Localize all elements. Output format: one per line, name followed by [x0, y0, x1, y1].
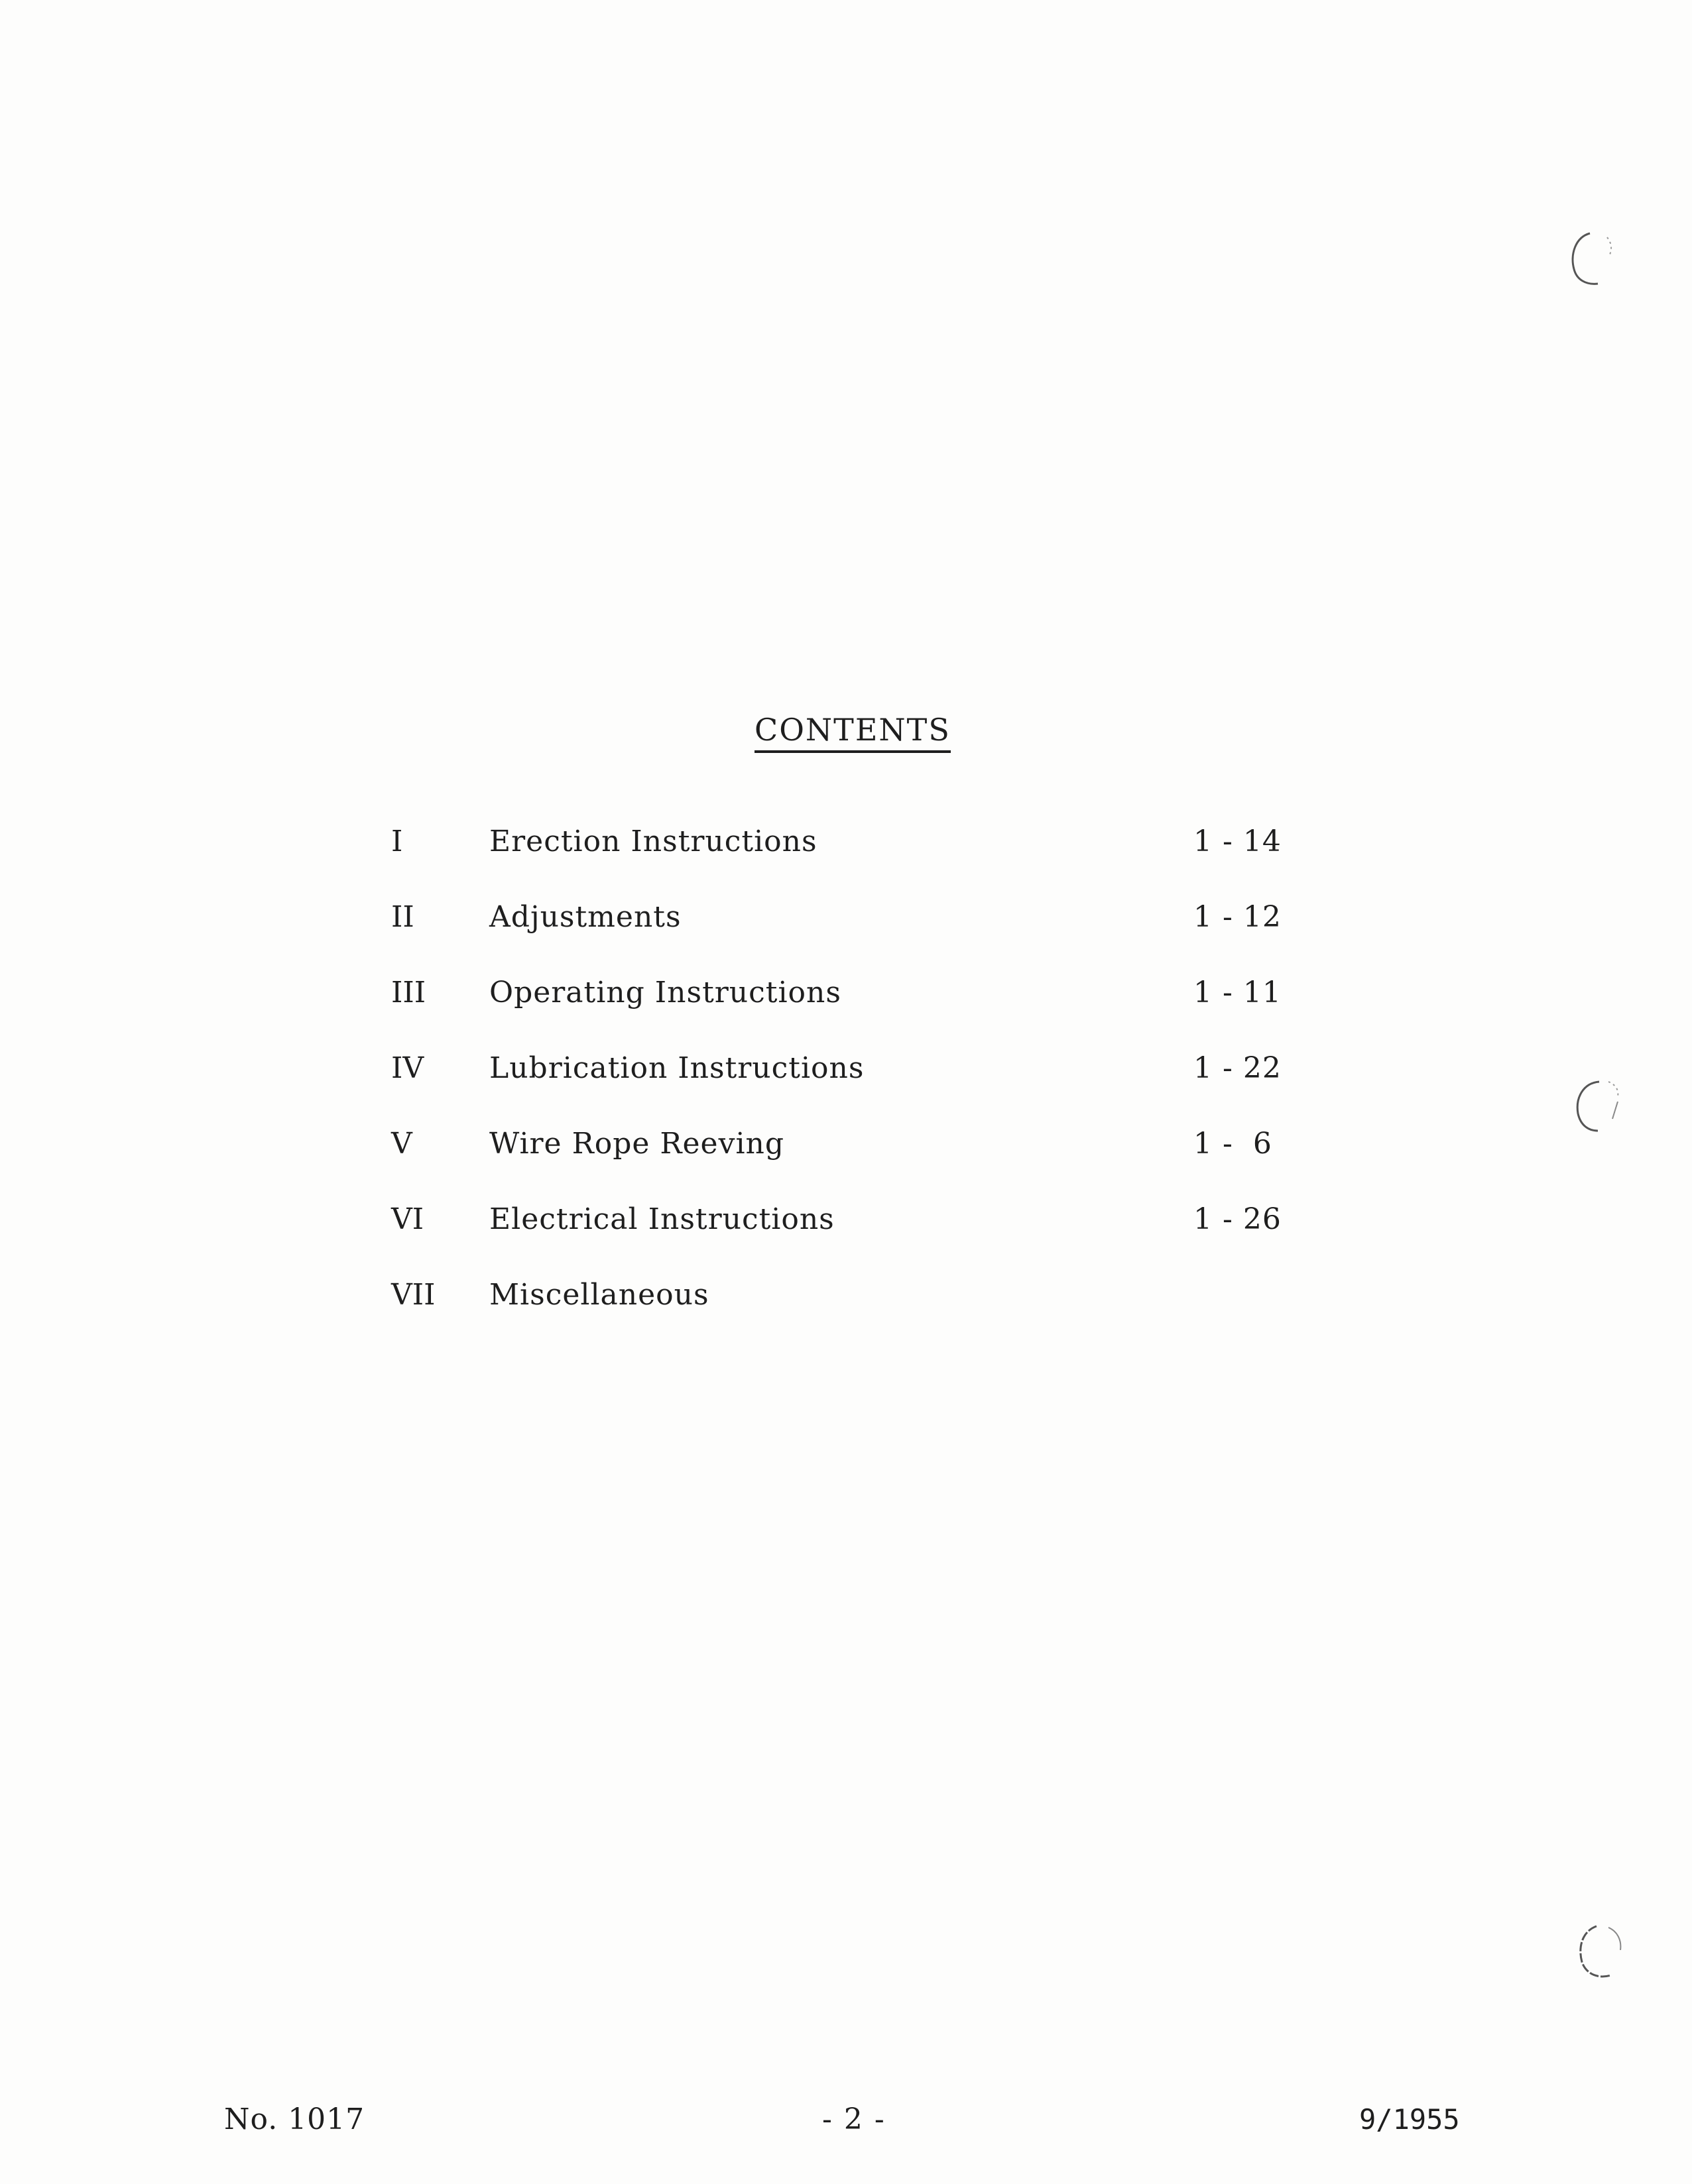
toc-section-numeral: VI — [391, 1202, 424, 1236]
toc-row — [391, 1049, 1306, 1124]
toc-section-numeral: I — [391, 825, 403, 858]
punch-hole-top-icon — [1563, 228, 1619, 292]
toc-section-title: Operating Instructions — [489, 976, 841, 1009]
toc-row — [391, 1200, 1306, 1275]
toc-page-range: 1 - 22 — [1193, 1051, 1282, 1085]
toc-page-range: 1 - 11 — [1193, 976, 1282, 1009]
toc-section-numeral: IV — [391, 1051, 424, 1085]
page-title: CONTENTS — [755, 715, 951, 753]
toc-section-title: Wire Rope Reeving — [489, 1127, 785, 1161]
toc-page-range: 1 - 26 — [1193, 1202, 1282, 1236]
toc-row — [391, 973, 1306, 1049]
toc-section-title: Adjustments — [489, 900, 682, 934]
document-number: No. 1017 — [224, 2102, 365, 2136]
document-date: 9/1955 — [1359, 2103, 1460, 2136]
toc-page-range: 1 - 6 — [1193, 1127, 1272, 1161]
toc-row — [391, 822, 1306, 897]
toc-section-numeral: VII — [391, 1278, 436, 1312]
toc-row — [391, 1275, 1306, 1351]
toc-row — [391, 897, 1306, 973]
toc-row — [391, 1124, 1306, 1200]
table-of-contents — [391, 822, 1306, 1351]
toc-section-title: Erection Instructions — [489, 825, 817, 858]
toc-page-range: 1 - 14 — [1193, 825, 1282, 858]
page-number: - 2 - — [822, 2102, 886, 2136]
toc-section-title: Miscellaneous — [489, 1278, 709, 1312]
toc-page-range: 1 - 12 — [1193, 900, 1282, 934]
punch-hole-middle-icon — [1569, 1075, 1624, 1139]
toc-section-numeral: III — [391, 976, 426, 1009]
toc-section-title: Electrical Instructions — [489, 1202, 835, 1236]
toc-section-title: Lubrication Instructions — [489, 1051, 865, 1085]
toc-section-numeral: V — [391, 1127, 412, 1161]
punch-hole-bottom-icon — [1571, 1921, 1627, 1984]
toc-section-numeral: II — [391, 900, 414, 934]
